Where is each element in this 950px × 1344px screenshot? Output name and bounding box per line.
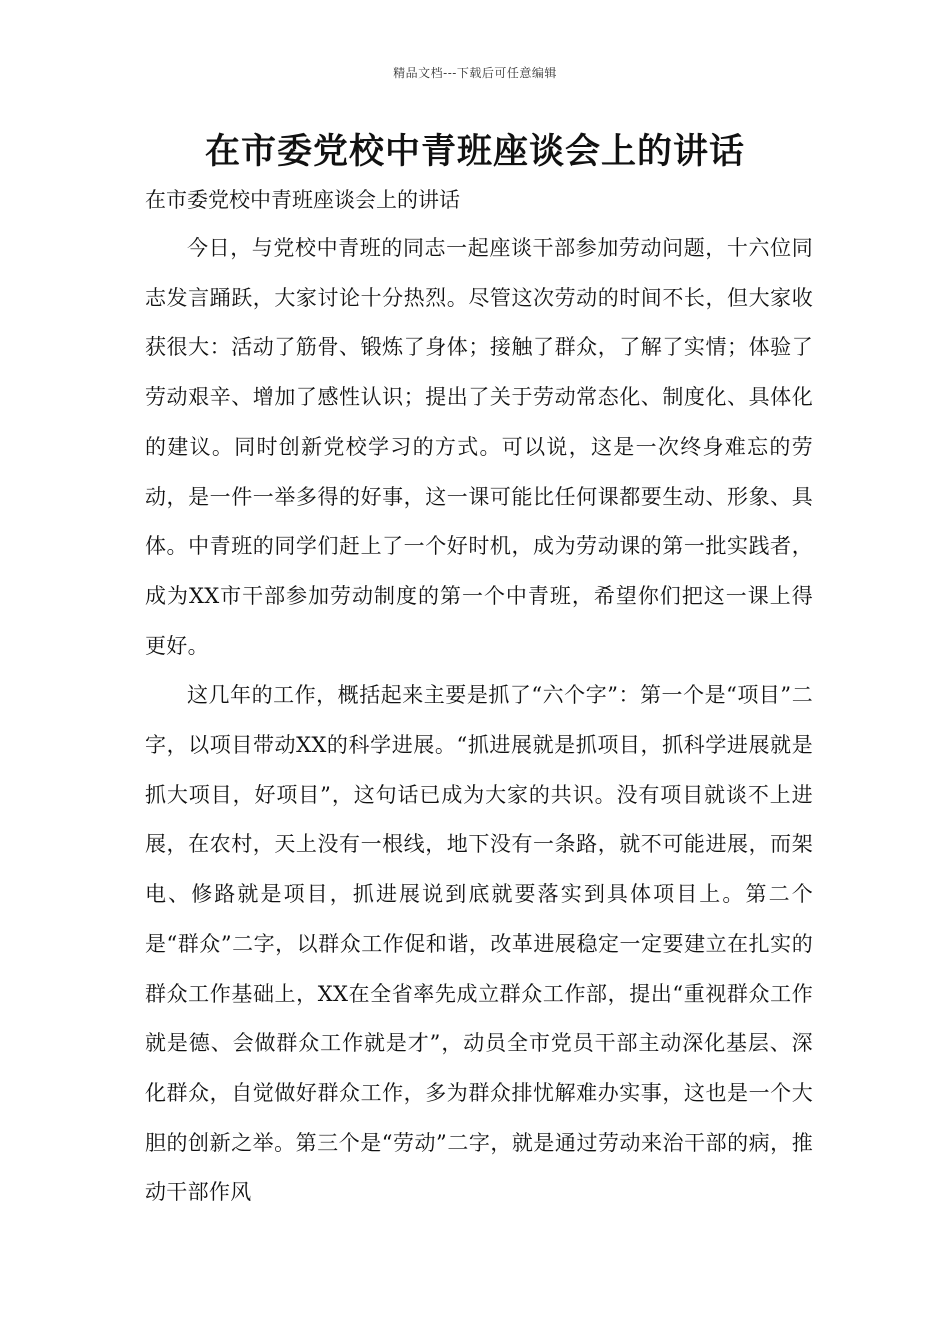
header-note: 精品文档---下载后可任意编辑	[393, 66, 557, 80]
document-body	[145, 180, 813, 1218]
document-title: 在市委党校中青班座谈会上的讲话	[204, 131, 745, 172]
document-subtitle: 在市委党校中青班座谈会上的讲话	[145, 188, 460, 212]
paragraph: 这几年的工作，概括起来主要是抓了“六个字”：第一个是“项目”二字，以项目带动XX的科学进展。“抓进展就是抓项目，抓科学进展就是抓大项目，好项目”，这句话已成为大家的共识。没有项目就谈不上进展，在农村，天上没有一根线，地下没有一条路，就不可能进展，而架电、修路就是项目，抓进展说到底就要落实到具体项目上。第二个是“群众”二字，以群众工作促和谐，改革进展稳定一定要建立在扎实的群众工作基础上，XX在全省率先成立群众工作部，提出“重视群众工作就是德、会做群众工作就是才”，动员全市党员干部主动深化基层、深化群众，自觉做好群众工作，多为群众排忧解难办实事，这也是一个大胆的创新之举。第三个是“劳动”二字，就是通过劳动来治干部的病，推动干部作风	[145, 683, 813, 1205]
paragraph: 今日，与党校中青班的同志一起座谈干部参加劳动问题，十六位同志发言踊跃，大家讨论十分热烈。尽管这次劳动的时间不长，但大家收获很大：活动了筋骨、锻炼了身体；接触了群众，了解了实情；体验了劳动艰辛、增加了感性认识；提出了关于劳动常态化、制度化、具体化的建议。同时创新党校学习的方式。可以说，这是一次终身难忘的劳动，是一件一举多得的好事，这一课可能比任何课都要生动、形象、具体。中青班的同学们赶上了一个好时机，成为劳动课的第一批实践者，成为XX市干部参加劳动制度的第一个中青班，希望你们把这一课上得更好。	[145, 236, 813, 658]
